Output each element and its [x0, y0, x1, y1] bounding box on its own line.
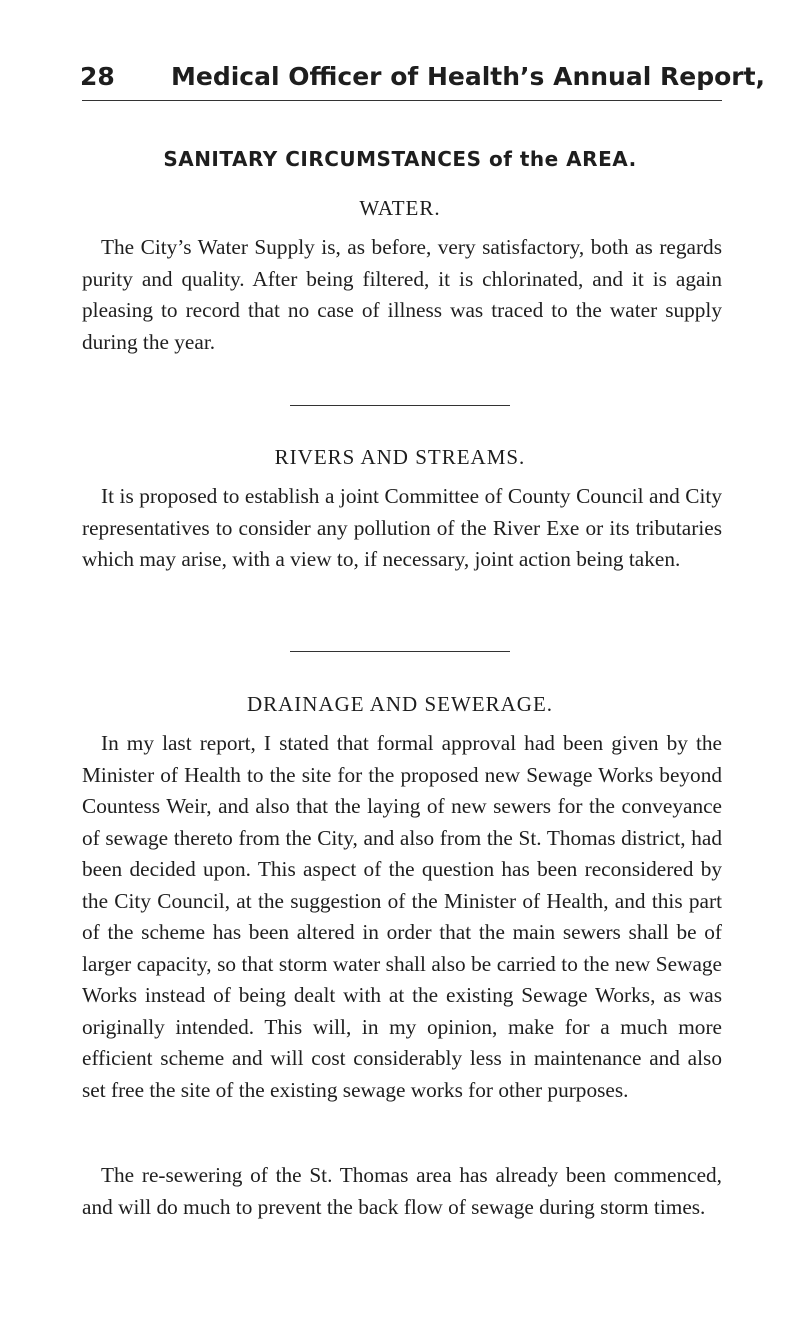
- main-heading: SANITARY CIRCUMSTANCES of the AREA.: [163, 147, 637, 171]
- section-heading-rivers: RIVERS AND STREAMS.: [274, 445, 526, 469]
- section-divider: [290, 651, 510, 652]
- running-title: Medical Officer of Health’s Annual Report,: [171, 62, 766, 91]
- section-heading-drainage: DRAINAGE AND SEWERAGE.: [246, 692, 554, 716]
- paragraph-drainage-2: The re-sewering of the St. Thomas area has already been commenced, and will do much to prevent the back flow of sewage during storm times.: [82, 1163, 722, 1219]
- section-heading-water: WATER.: [359, 196, 441, 220]
- page-header: [80, 62, 766, 100]
- page-number: 28: [80, 62, 115, 91]
- header-rule: [82, 100, 722, 101]
- paragraph-rivers: It is proposed to establish a joint Committee of County Council and City representatives to consider any pollution of the River Exe or its tributaries which may arise, with a view to, if necessary, joint action being taken.: [82, 484, 722, 571]
- section-divider: [290, 405, 510, 406]
- paragraph-drainage-1: In my last report, I stated that formal approval had been given by the Minister of Health to the site for the proposed new Sewage Works beyond Countess Weir, and also that the laying of new sewers for the conveyance of sewage thereto from the City, and also from the St. Thomas district, had been decided upon. This aspect of the question has been reconsidered by the City Council, at the suggestion of the Minister of Health, and this part of the scheme has been altered in order that the main sewers shall be of larger capacity, so that storm water shall also be carried to the new Sewage Works instead of being dealt with at the existing Sewage Works, as was originally intended. This will, in my opinion, make for a much more efficient scheme and will cost considerably less in maintenance and also set free the site of the existing sewage works for other purposes.: [82, 731, 722, 1102]
- paragraph-water: The City’s Water Supply is, as before, very satisfactory, both as regards purity and quality. After being filtered, it is chlorinated, and it is again pleasing to record that no case of illness was traced to the water supply during the year.: [82, 235, 722, 354]
